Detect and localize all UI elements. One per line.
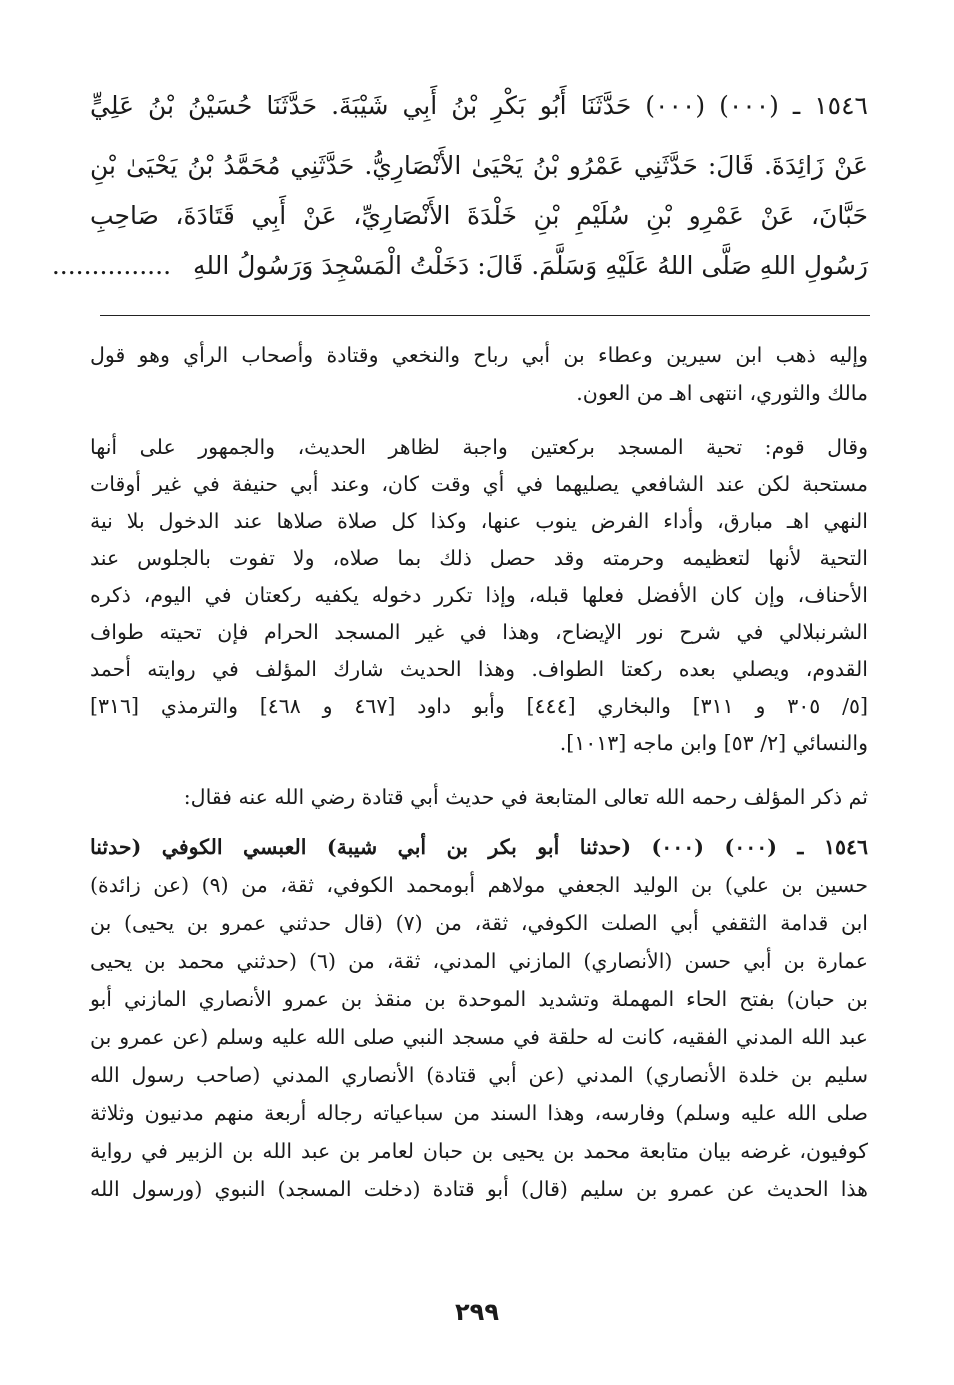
commentary-line: مالك والثوري، انتهى اهـ من العون.	[576, 381, 868, 405]
hadith-line: حَبَّانَ، عَنْ عَمْرِو بْنِ سُلَيْمِ بْنِ خَلْدَةَ الأَنْصَارِيِّ، عَنْ أَبِي قَتَادَةَ، صَاحِبِ	[90, 201, 868, 230]
commentary-line: الشرنبلالي في شرح نور الإيضاح، وهذا في غير المسجد الحرام فإن تحيته طواف	[90, 620, 868, 644]
hadith-line-last	[51, 246, 868, 286]
commentary-line: النهي اهـ مبارق، وأداء الفرض ينوب عنها، وكذا كل صلاة صلاها عند الدخول بلا نية	[90, 509, 868, 533]
commentary-line: مستحبة لكن عند الشافعي يصليهما في أي وقت كان، وعند أبي حنيفة في غير أوقات	[90, 472, 868, 496]
commentary-line: عمارة بن أبي حسن (الأنصاري) المازني المدني، ثقة، من (٦) (حدثني محمد بن يحيى	[90, 949, 868, 973]
commentary-line: الأحناف، وإن كان الأفضل فعلها قبله، وإذا تكرر دخوله يكفيه ركعتان في اليوم، ذكره	[90, 583, 868, 607]
commentary-line: ابن قدامة الثقفي أبي الصلت الكوفي، ثقة، من (٧) (قال حدثني عمرو بن يحيى) بن	[90, 911, 868, 935]
commentary-line: سليم بن خلدة الأنصاري) المدني (عن أبي قتادة) الأنصاري المدني (صاحب رسول الله	[90, 1063, 868, 1087]
commentary-line: عبد الله المدني الفقيه، كانت له حلقة في مسجد النبي صلى الله عليه وسلم (عن عمرو بن	[90, 1025, 868, 1049]
hadith-line: عَنْ زَائِدَةَ. قَالَ: حَدَّثَنِي عَمْرُو بْنُ يَحْيَىٰ الأَنْصَارِيُّ. حَدَّثَنِي مُحَمَّدُ بْنُ يَحْيَىٰ بْنِ	[90, 151, 868, 180]
commentary-line: ثم ذكر المؤلف رحمه الله تعالى المتابعة في حديث أبي قتادة رضي الله عنه فقال:	[183, 785, 868, 809]
separator-rule	[100, 315, 870, 316]
page-number: ٢٩٩	[455, 1298, 499, 1326]
commentary-line: حسين بن علي) بن الوليد الجعفي مولاهم أبومحمد الكوفي، ثقة، من (٩) (عن زائدة)	[90, 873, 869, 897]
commentary-line: وإليه ذهب ابن سيرين وعطاء بن أبي رباح والنخعي وقتادة وأصحاب الرأي وهو قول	[90, 343, 868, 367]
commentary-line: ١٥٤٦ ـ (٠٠٠) (٠٠٠) (حدثنا أبو بكر بن أبي شيبة) العبسي الكوفي (حدثنا	[90, 835, 868, 859]
commentary-line: هذا الحديث عن عمرو بن سليم (قال) أبو قتادة (دخلت المسجد) النبوي (ورسول الله	[90, 1177, 868, 1201]
commentary-line: كوفيون، غرضه بيان متابعة محمد بن يحيى بن حبان لعامر بن عبد الله بن الزبير في رواية	[90, 1139, 868, 1163]
commentary-line: [٥/ ٣٠٥ و ٣١١] والبخاري [٤٤٤] وأبو داود [٤٦٧ و ٤٦٨] والترمذي [٣١٦]	[90, 694, 868, 718]
continuation-dots: ...............	[51, 251, 172, 280]
hadith-line-text: رَسُولِ اللهِ صَلَّى اللهُ عَلَيْهِ وَسَلَّمَ. قَالَ: دَخَلْتُ الْمَسْجِدَ وَرَسُولُ اللهِ	[193, 251, 868, 280]
commentary-line: والنسائي [٢/ ٥٣] وابن ماجه [١٠١٣].	[559, 731, 868, 755]
hadith-line: ١٥٤٦ ـ (٠٠٠) (٠٠٠) حَدَّثَنَا أَبُو بَكْرِ بْنُ أَبِي شَيْبَةَ. حَدَّثَنَا حُسَيْنُ بْنُ عَلِيٍّ	[90, 91, 868, 120]
commentary-line: التحية لأنها لتعظيمه وحرمته وقد حصل ذلك بما صلاه، ولا تفوت بالجلوس عند	[90, 546, 868, 570]
commentary-line: القدوم، ويصلي بعده ركعتا الطواف. وهذا الحديث شارك المؤلف في روايته أحمد	[90, 657, 868, 681]
commentary-line: وقال قوم: تحية المسجد بركعتين واجبة لظاهر الحديث، والجمهور على أنها	[90, 435, 868, 459]
commentary-line: بن حبان) بفتح الحاء المهملة وتشديد الموحدة بن منقذ بن عمرو الأنصاري المازني أبو	[90, 987, 868, 1011]
commentary-line: صلى الله عليه وسلم) وفارسه، وهذا السند من سباعياته رجاله أربعة منهم مدنيون وثلاثة	[90, 1101, 868, 1125]
